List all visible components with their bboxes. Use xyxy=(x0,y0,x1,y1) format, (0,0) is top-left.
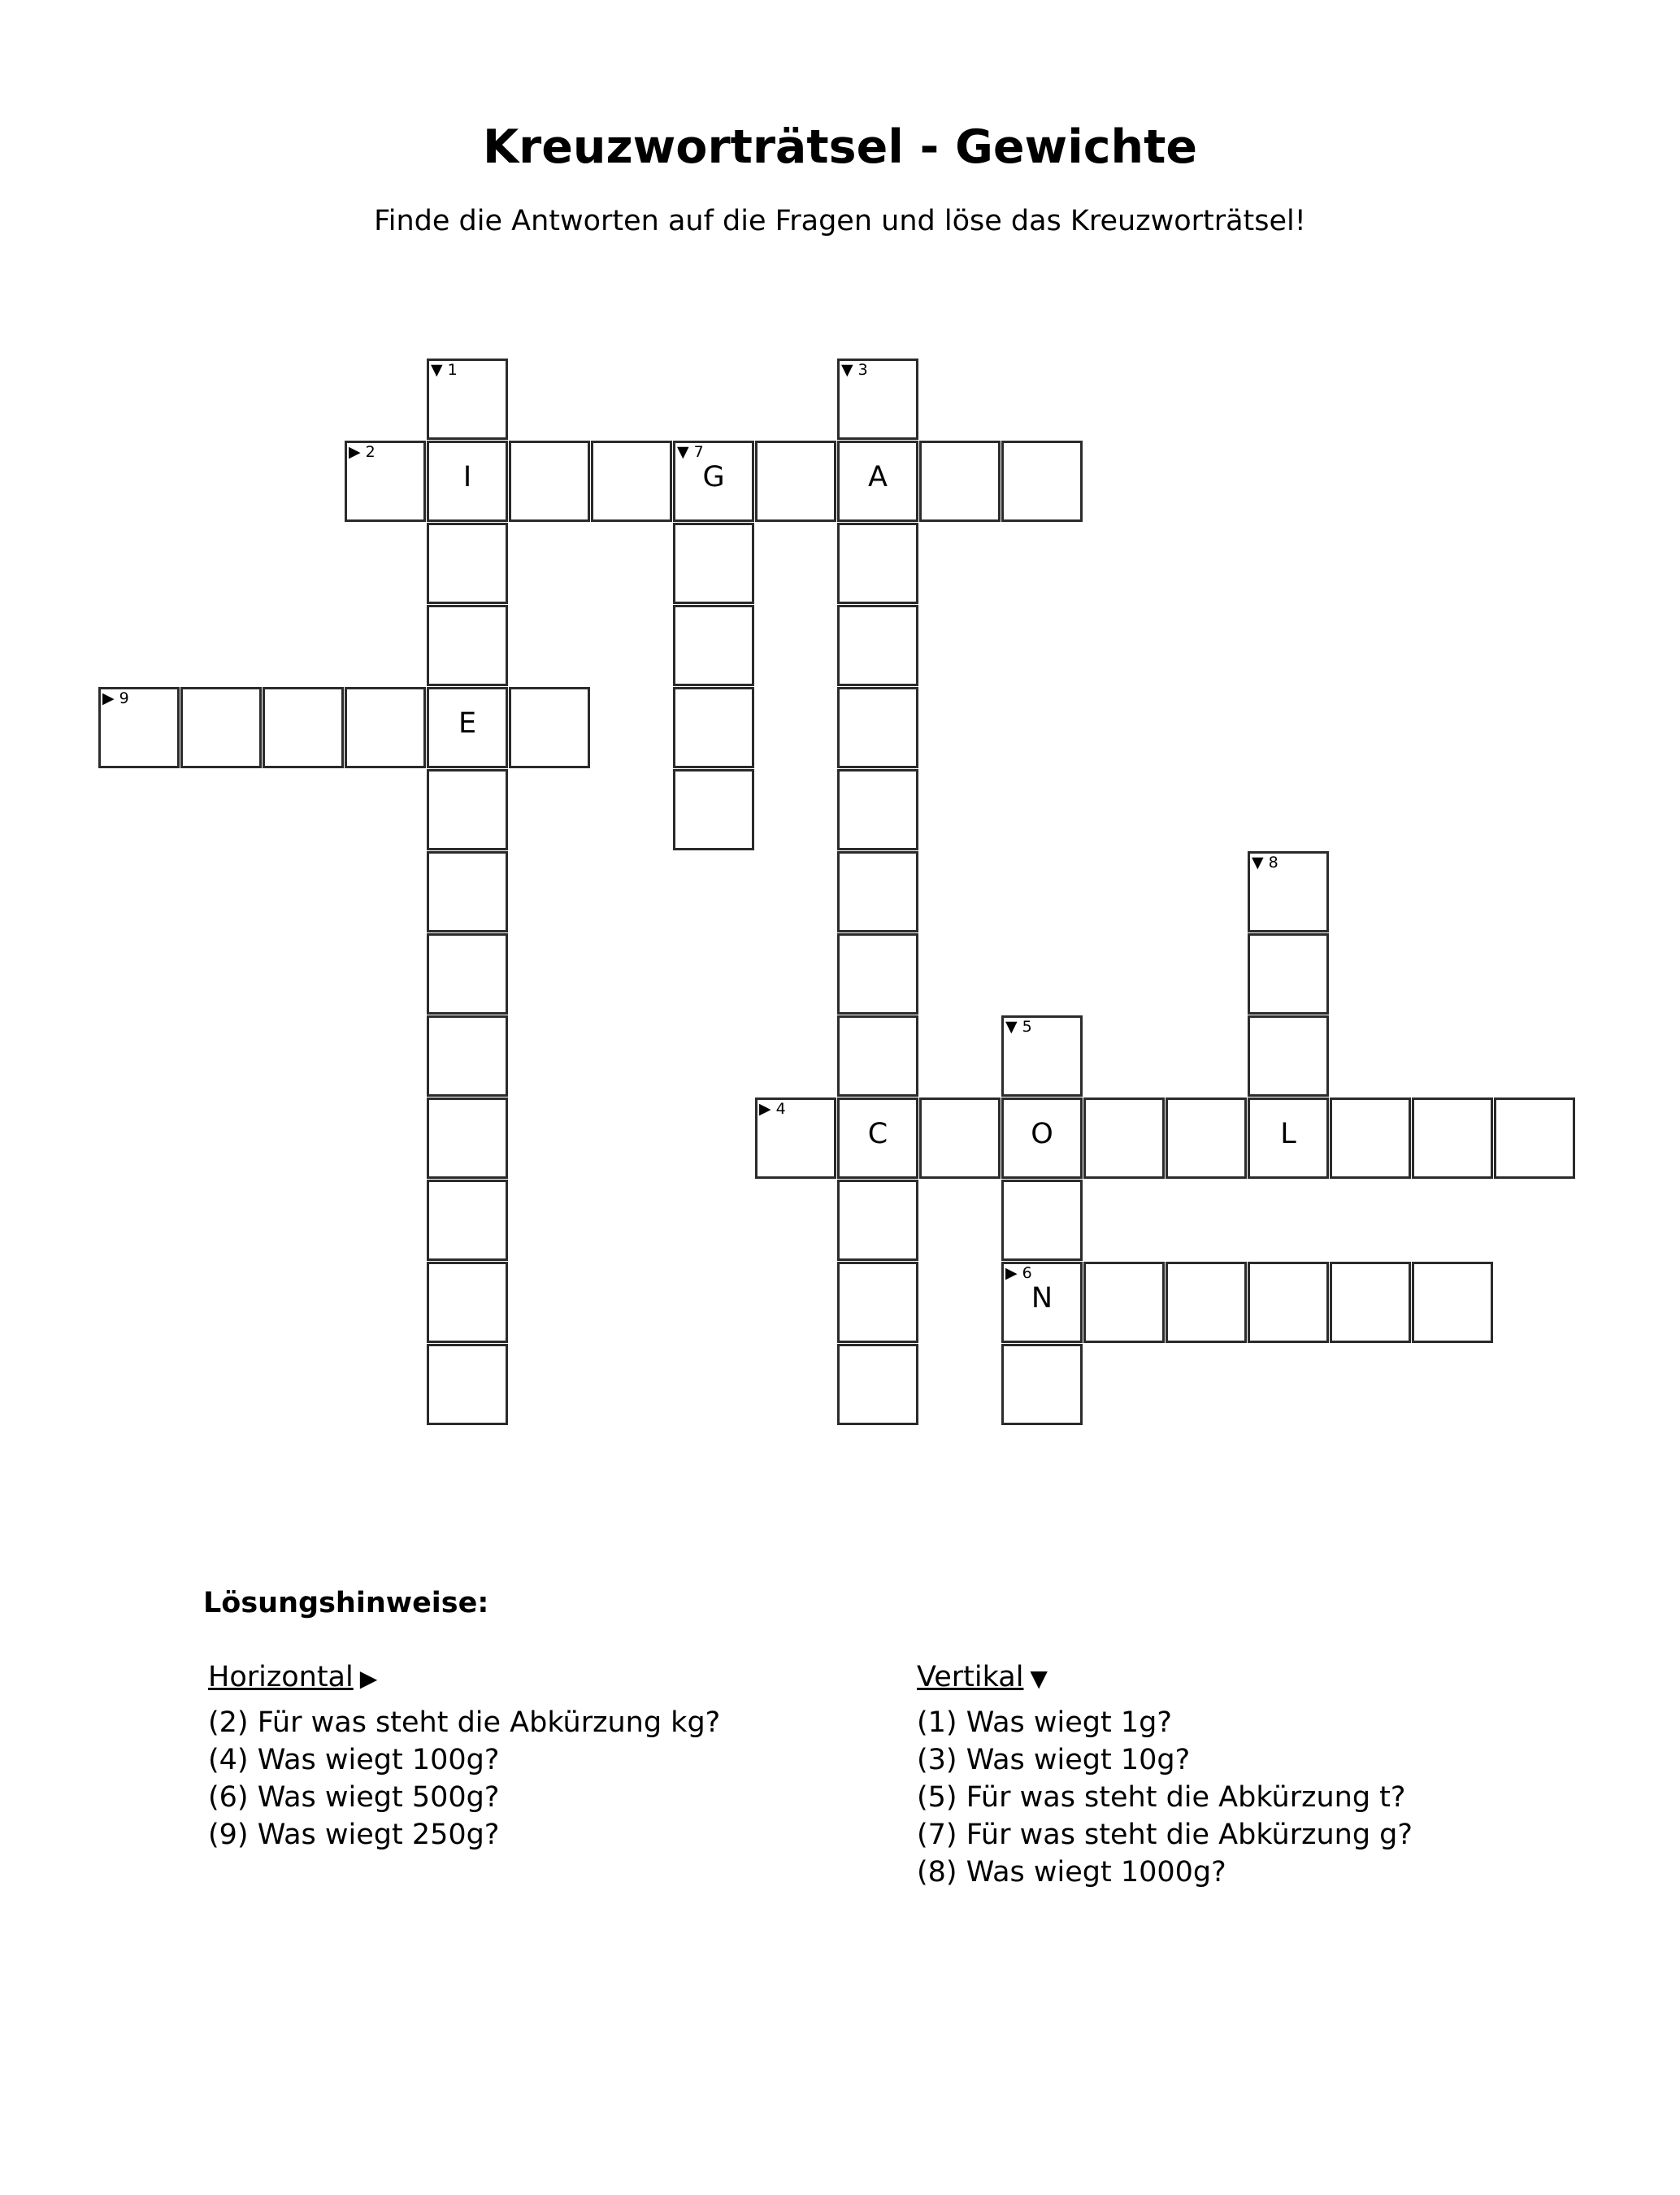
crossword-cell[interactable] xyxy=(427,359,508,440)
crossword-cell[interactable] xyxy=(427,687,508,768)
cell-letter: O xyxy=(1031,1118,1053,1150)
crossword-cell[interactable] xyxy=(1001,1344,1083,1425)
crossword-cell[interactable] xyxy=(345,441,426,522)
crossword-cell[interactable] xyxy=(673,523,754,604)
crossword-cell[interactable] xyxy=(1001,1180,1083,1261)
crossword-cell[interactable] xyxy=(1166,1262,1247,1343)
crossword-cell[interactable] xyxy=(1412,1262,1493,1343)
arrow-right-icon: ▶ xyxy=(359,1665,378,1692)
clue-number: ▶ 2 xyxy=(349,443,376,461)
crossword-cell[interactable] xyxy=(427,1180,508,1261)
crossword-cell[interactable] xyxy=(837,769,918,850)
crossword-cell[interactable] xyxy=(1494,1098,1575,1179)
clue-number: ▼ 8 xyxy=(1252,854,1278,871)
crossword-cell[interactable] xyxy=(1248,1262,1329,1343)
crossword-cell[interactable] xyxy=(180,687,262,768)
crossword-cell[interactable] xyxy=(427,933,508,1015)
clue-item: (3) Was wiegt 10g? xyxy=(917,1744,1191,1776)
crossword-cell[interactable] xyxy=(591,441,672,522)
crossword-cell[interactable] xyxy=(837,1262,918,1343)
crossword-cell[interactable] xyxy=(427,523,508,604)
crossword-cell[interactable] xyxy=(919,1098,1001,1179)
crossword-cell[interactable] xyxy=(1001,441,1083,522)
clue-number: ▼ 3 xyxy=(841,361,868,379)
crossword-cell[interactable] xyxy=(427,605,508,686)
cell-letter: I xyxy=(462,461,472,493)
crossword-cell[interactable] xyxy=(1001,1262,1083,1343)
crossword-cell[interactable] xyxy=(837,1098,918,1179)
crossword-cell[interactable] xyxy=(837,687,918,768)
clue-item: (4) Was wiegt 100g? xyxy=(208,1744,500,1776)
cell-letter: G xyxy=(702,461,725,493)
crossword-cell[interactable] xyxy=(837,523,918,604)
clue-item: (9) Was wiegt 250g? xyxy=(208,1819,500,1851)
crossword-cell[interactable] xyxy=(427,441,508,522)
crossword-cell[interactable] xyxy=(427,851,508,932)
crossword-cell[interactable] xyxy=(837,359,918,440)
cell-letter: C xyxy=(867,1118,888,1150)
crossword-cell[interactable] xyxy=(427,1344,508,1425)
crossword-cell[interactable] xyxy=(837,441,918,522)
crossword-cell[interactable] xyxy=(837,851,918,932)
crossword-cell[interactable] xyxy=(837,605,918,686)
crossword-cell[interactable] xyxy=(427,1262,508,1343)
cell-letter: E xyxy=(458,707,477,740)
crossword-cell[interactable] xyxy=(1001,1015,1083,1097)
crossword-cell[interactable] xyxy=(1248,1098,1329,1179)
crossword-cell[interactable] xyxy=(98,687,180,768)
crossword-cell[interactable] xyxy=(263,687,344,768)
clue-number: ▶ 9 xyxy=(102,689,129,707)
clue-item: (7) Für was steht die Abkürzung g? xyxy=(917,1819,1413,1851)
clue-item: (1) Was wiegt 1g? xyxy=(917,1706,1172,1739)
page-subtitle: Finde die Antworten auf die Fragen und löse das Kreuzworträtsel! xyxy=(374,205,1306,237)
crossword-cell[interactable] xyxy=(673,769,754,850)
crossword-cell[interactable] xyxy=(1412,1098,1493,1179)
clue-item: (8) Was wiegt 1000g? xyxy=(917,1856,1226,1889)
crossword-cell[interactable] xyxy=(1166,1098,1247,1179)
crossword-cell[interactable] xyxy=(1248,933,1329,1015)
crossword-cell[interactable] xyxy=(345,687,426,768)
vertical-heading-label: Vertikal xyxy=(917,1661,1024,1693)
cell-letter: N xyxy=(1031,1282,1053,1315)
crossword-cell[interactable] xyxy=(427,769,508,850)
clue-number: ▼ 7 xyxy=(677,443,704,461)
crossword-cell[interactable] xyxy=(509,441,590,522)
horizontal-clues xyxy=(208,1658,720,1854)
crossword-cell[interactable] xyxy=(673,687,754,768)
crossword-cell[interactable] xyxy=(1248,1015,1329,1097)
page-title: Kreuzworträtsel - Gewichte xyxy=(482,120,1198,174)
cell-letter: A xyxy=(868,461,888,493)
vertical-clues xyxy=(917,1658,1413,1891)
cell-letter: L xyxy=(1280,1118,1296,1150)
crossword-cell[interactable] xyxy=(673,605,754,686)
crossword-cell[interactable] xyxy=(427,1015,508,1097)
crossword-cell[interactable] xyxy=(673,441,754,522)
crossword-cell[interactable] xyxy=(837,933,918,1015)
crossword-cell[interactable] xyxy=(427,1098,508,1179)
clue-item: (6) Was wiegt 500g? xyxy=(208,1781,500,1814)
clue-number: ▼ 1 xyxy=(431,361,458,379)
clue-number: ▶ 4 xyxy=(759,1100,786,1118)
crossword-cell[interactable] xyxy=(755,441,836,522)
crossword-cell[interactable] xyxy=(1330,1098,1411,1179)
hints-heading: Lösungshinweise: xyxy=(203,1587,489,1619)
crossword-cell[interactable] xyxy=(1083,1098,1165,1179)
clue-number: ▶ 6 xyxy=(1005,1264,1032,1282)
crossword-cell[interactable] xyxy=(1330,1262,1411,1343)
crossword-cell[interactable] xyxy=(509,687,590,768)
crossword-cell[interactable] xyxy=(1248,851,1329,932)
crossword-cell[interactable] xyxy=(755,1098,836,1179)
vertical-heading xyxy=(917,1658,1413,1697)
crossword-cell[interactable] xyxy=(1083,1262,1165,1343)
crossword-cell[interactable] xyxy=(837,1015,918,1097)
crossword-cell[interactable] xyxy=(837,1344,918,1425)
horizontal-heading xyxy=(208,1658,720,1697)
clue-item: (2) Für was steht die Abkürzung kg? xyxy=(208,1706,721,1739)
horizontal-heading-label: Horizontal xyxy=(208,1661,354,1693)
crossword-cell[interactable] xyxy=(837,1180,918,1261)
clue-number: ▼ 5 xyxy=(1005,1018,1032,1036)
arrow-down-icon: ▼ xyxy=(1030,1665,1048,1692)
crossword-cell[interactable] xyxy=(919,441,1001,522)
crossword-cell[interactable] xyxy=(1001,1098,1083,1179)
clue-item: (5) Für was steht die Abkürzung t? xyxy=(917,1781,1406,1814)
